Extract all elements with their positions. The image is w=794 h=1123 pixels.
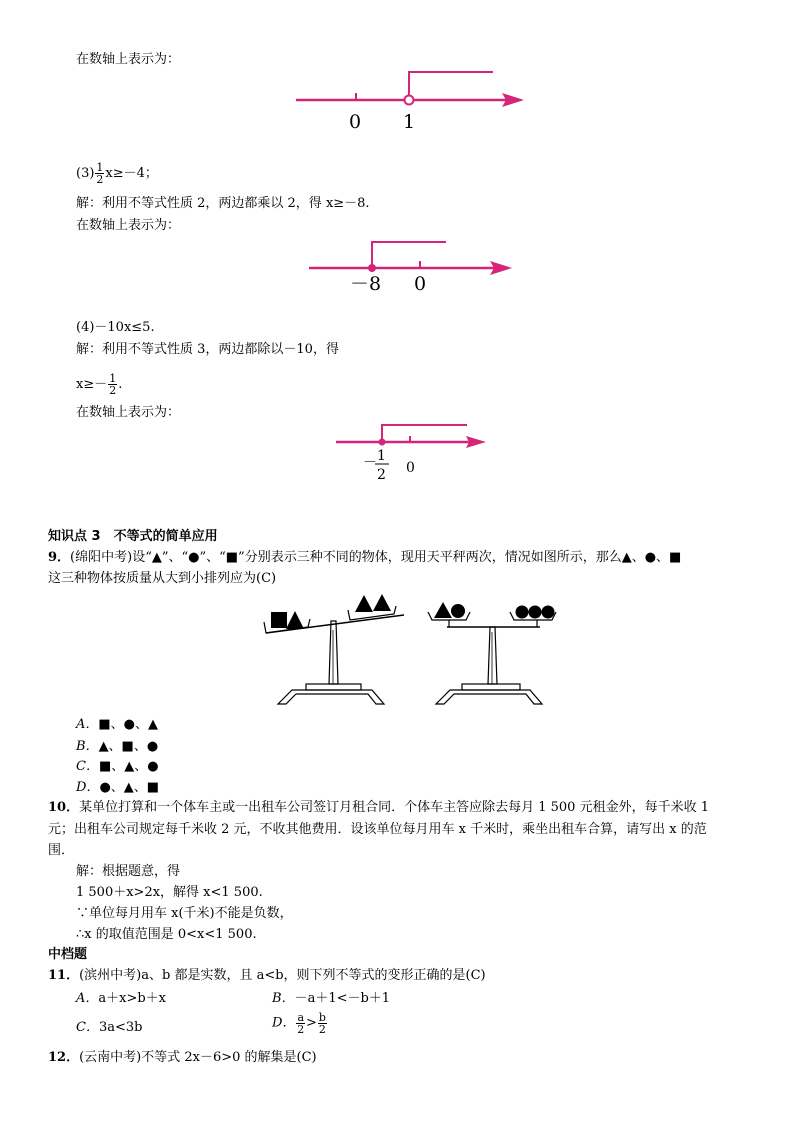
tick-label-0b: 0 [414,273,427,295]
number-line-intro-3: 在数轴上表示为： [76,405,181,420]
problem-3-statement: (3) $\frac{1}{2}$ x≥－4； [76,161,158,186]
question-10-solution-3: ∵单位每月用车 x(千米)不能是负数， [76,906,293,921]
question-9-line2: 这三种物体按质量从大到小排列应为(C) [48,571,277,586]
tick-label-0c: 0 [406,460,415,476]
question-10-solution-4: ∴x 的取值范围是 0<x<1 500. [76,927,257,942]
right-balance-scale [428,602,556,704]
number-line-intro-1: 在数轴上表示为： [76,52,181,67]
tick-label-half-den: 2 [377,467,386,483]
number-line-intro-2: 在数轴上表示为： [76,218,181,233]
problem-4-result: x≥－ $\frac{1}{2}$ . [76,372,123,397]
problem-4-solution: 解：利用不等式性质 3，两边都除以－10，得 [76,342,339,357]
tick-label-neg8: －8 [350,273,382,295]
tick-label-neg-sign: － [363,455,377,471]
q9-option-c: C．■、▲、● [76,759,159,774]
q11-option-c: C．3a<3b [76,1020,143,1035]
q9-option-b: B．▲、■、● [76,739,159,754]
tick-label-1: 1 [403,111,416,133]
q11-option-d: D． $\frac{a}{2}$ > $\frac{b}{2}$ [272,1011,326,1036]
question-9-line1: 9．(绵阳中考)设“▲”、“●”、“■”分别表示三种不同的物体，现用天平秤两次，情况如图所示，那么▲、●、■ [48,550,682,565]
section-heading-kp3: 知识点 3 不等式的简单应用 [48,529,218,544]
q9-option-d: D．●、▲、■ [76,780,160,795]
question-10-solution-2: 1 500＋x>2x，解得 x<1 500. [76,885,263,900]
question-10-line1: 10．某单位打算和一个体车主或一出租车公司签订月租合同．个体车主答应除去每月 1 500 元租金外，每千米收 1 [48,800,709,815]
q11-option-b: B．－a＋1<－b＋1 [272,991,391,1006]
question-10-solution-1: 解：根据题意，得 [76,864,181,879]
question-12-stem: 12．(云南中考)不等式 2x－6>0 的解集是(C) [48,1050,317,1065]
problem-4-statement: (4)－10x≤5. [76,320,155,335]
square-object [271,612,287,628]
question-11-stem: 11．(滨州中考)a、b 都是实数，且 a<b，则下列不等式的变形正确的是(C) [48,968,486,983]
tick-label-half-num: 1 [377,448,386,464]
q9-option-a: A．■、●、▲ [76,717,159,732]
question-10-line3: 围． [48,843,75,858]
triangle-object [286,611,304,629]
tick-label-0: 0 [349,111,362,133]
problem-3-solution: 解：利用不等式性质 2，两边都乘以 2，得 x≥－8. [76,196,370,211]
section-heading-mid: 中档题 [48,947,88,962]
question-10-line2: 元；出租车公司规定每千米收 2 元，不收其他费用．设该单位每月用车 x 千米时，乘坐出租车合算，请写出 x 的范 [48,822,707,837]
q11-option-a: A．a＋x>b＋x [76,991,167,1006]
left-balance-scale [264,594,404,704]
